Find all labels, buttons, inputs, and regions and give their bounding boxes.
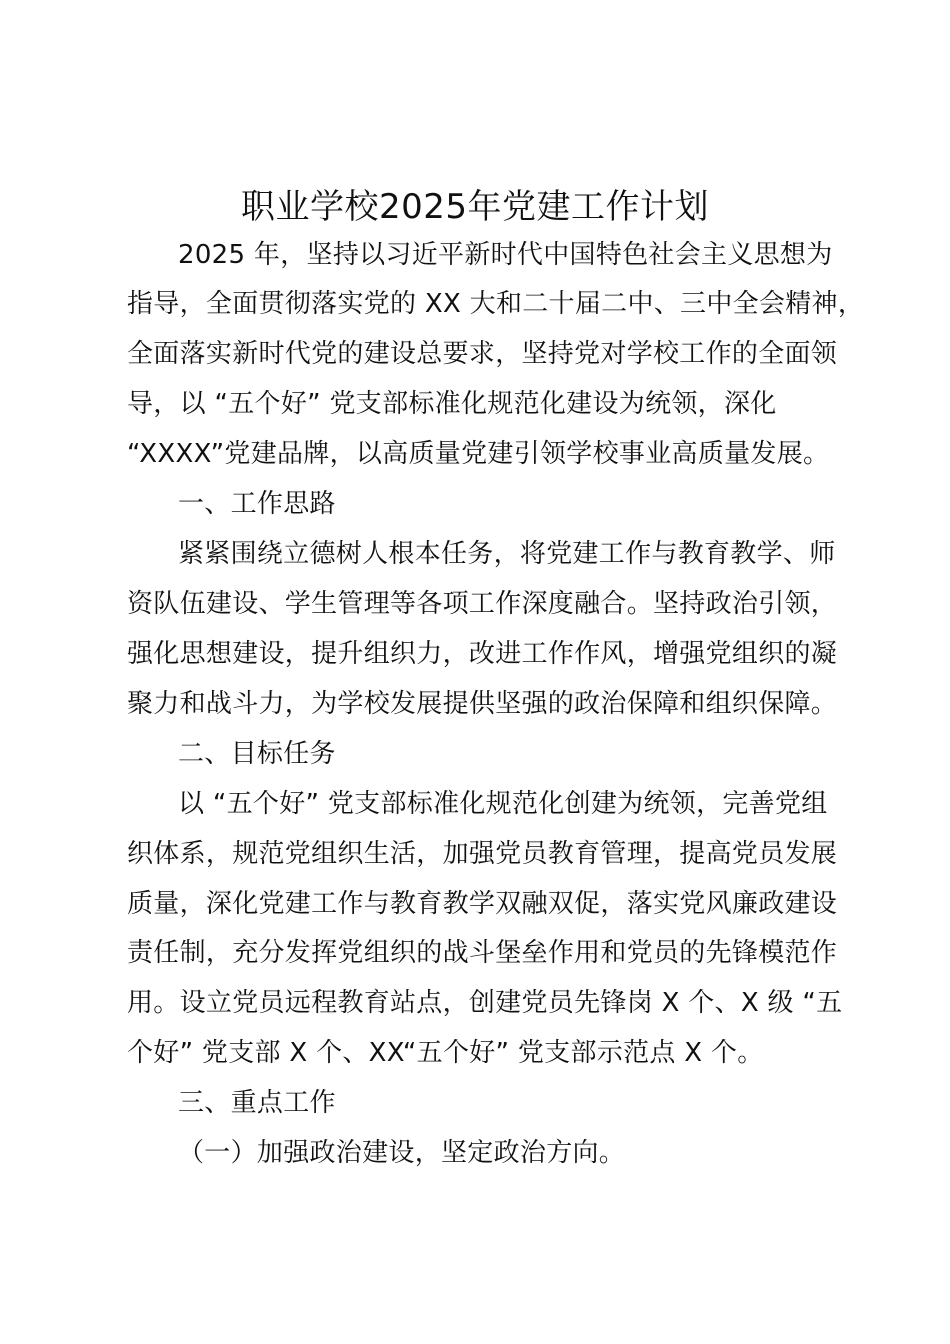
section-heading-2: 二、目标任务 bbox=[178, 739, 336, 769]
section-heading-3: 三、重点工作 bbox=[178, 1088, 336, 1118]
document-title: 职业学校2025年党建工作计划 bbox=[240, 187, 710, 227]
para-intro-line-3: 全面落实新时代党的建设总要求，坚持党对学校工作的全面领 bbox=[127, 339, 838, 369]
para-2-line-2: 织体系，规范党组织生活，加强党员教育管理，提高党员发展 bbox=[127, 839, 838, 869]
para-2-line-6: 个好” 党支部 X 个、XX“五个好” 党支部示范点 X 个。 bbox=[127, 1038, 764, 1068]
para-intro-line-5: “XXXX”党建品牌，以高质量党建引领学校事业高质量发展。 bbox=[127, 439, 830, 469]
para-1-line-1: 紧紧围绕立德树人根本任务，将党建工作与教育教学、师 bbox=[178, 539, 836, 569]
para-2-line-5: 用。设立党员远程教育站点，创建党员先锋岗 X 个、X 级 “五 bbox=[127, 988, 843, 1018]
para-intro-line-4: 导，以 “五个好” 党支部标准化规范化建设为统领，深化 bbox=[127, 389, 777, 419]
para-2-line-3: 质量，深化党建工作与教育教学双融双促，落实党风廉政建设 bbox=[127, 889, 838, 919]
subsection-heading-1: （一）加强政治建设，坚定政治方向。 bbox=[178, 1138, 626, 1168]
para-2-line-4: 责任制，充分发挥党组织的战斗堡垒作用和党员的先锋模范作 bbox=[127, 938, 838, 968]
para-1-line-2: 资队伍建设、学生管理等各项工作深度融合。坚持政治引领， bbox=[127, 589, 838, 619]
para-1-line-3: 强化思想建设，提升组织力，改进工作作风，增强党组织的凝 bbox=[127, 639, 838, 669]
para-2-line-1: 以 “五个好” 党支部标准化规范化创建为统领，完善党组 bbox=[178, 789, 828, 819]
para-1-line-4: 聚力和战斗力，为学校发展提供坚强的政治保障和组织保障。 bbox=[127, 689, 838, 719]
section-heading-1: 一、工作思路 bbox=[178, 489, 336, 519]
para-intro-line-1: 2025 年，坚持以习近平新时代中国特色社会主义思想为 bbox=[178, 240, 833, 270]
para-intro-line-2: 指导，全面贯彻落实党的 XX 大和二十届二中、三中全会精神， bbox=[127, 289, 865, 319]
